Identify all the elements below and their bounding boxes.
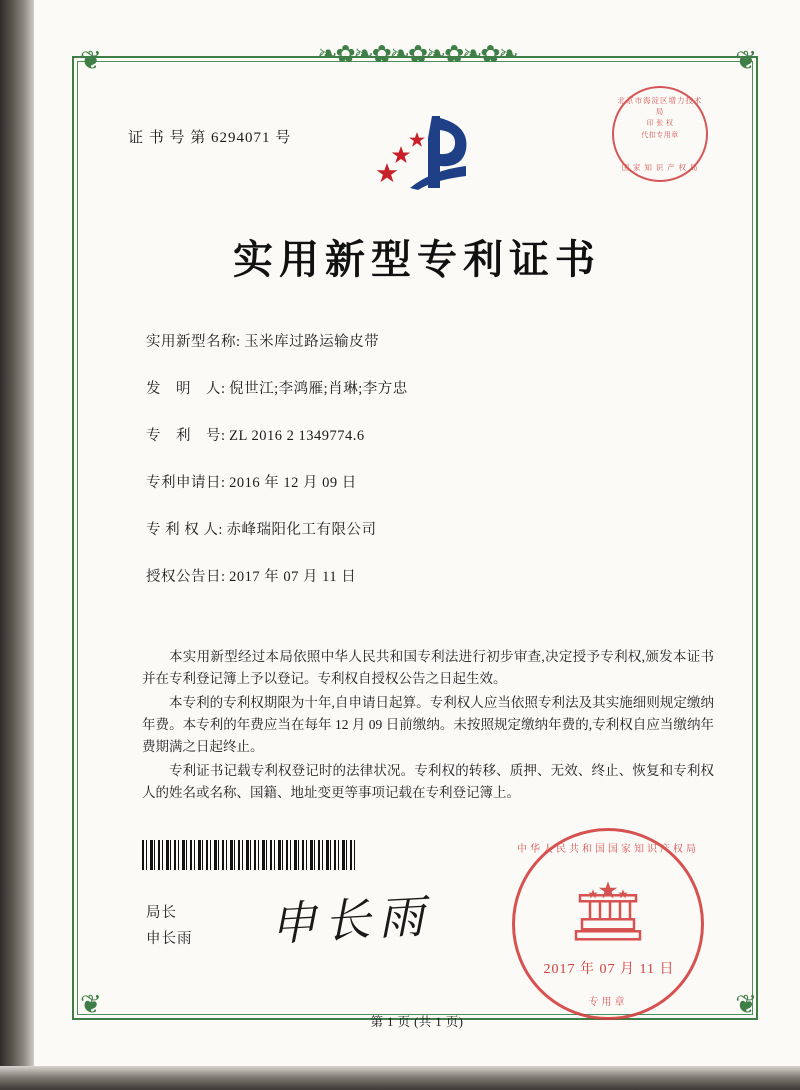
paragraph-2: 本专利的专利权期限为十年,自申请日起算。专利权人应当依照专利法及其实施细则规定缴纳年费。本专利的年费应当在每年 12 月 09 日前缴纳。未按照规定缴纳年费的,专利权自应当缴纳年费期满之日起终止。 — [142, 695, 714, 754]
cnipa-logo-icon — [370, 108, 480, 204]
field-row — [146, 330, 706, 351]
scan-edge-shadow-left — [0, 0, 34, 1090]
field-row — [146, 377, 706, 398]
field-value-inventors: 倪世江;李鸿雁;肖琳;李方忠 — [229, 381, 408, 397]
certificate-number: 证 书 号 第 6294071 号 — [128, 130, 292, 146]
corner-ornament-top-right: ❦ — [735, 46, 754, 75]
national-emblem-icon — [560, 879, 656, 965]
legal-text-block — [142, 646, 714, 806]
field-label-grant-announcement-date: 授权公告日: — [146, 569, 226, 585]
scan-edge-shadow-bottom — [0, 1066, 800, 1090]
page-title: 实用新型专利证书 — [233, 237, 601, 282]
field-value-patent-number: ZL 2016 2 1349774.6 — [229, 428, 365, 444]
field-label-application-date: 专利申请日: — [146, 475, 226, 491]
national-seal-ring-bottom: 专用章 — [588, 997, 628, 1008]
field-row — [146, 565, 706, 586]
field-label-inventors: 发 明 人: — [146, 381, 226, 397]
registration-seal-line-2: 代扣专用章 — [641, 131, 679, 139]
registration-seal-line-1: 印 张 权 — [646, 119, 674, 127]
certificate-fields — [146, 330, 706, 612]
paragraph-1: 本实用新型经过本局依照中华人民共和国专利法进行初步审查,决定授予专利权,颁发本证书并在专利登记簿上予以登记。专利权自授权公告之日起生效。 — [142, 649, 714, 686]
field-value-application-date: 2016 年 12 月 09 日 — [229, 475, 357, 491]
field-row — [146, 424, 706, 445]
paragraph-3: 专利证书记载专利权登记时的法律状况。专利权的转移、质押、无效、终止、恢复和专利权人的姓名或名称、国籍、地址变更等事项记载在专利登记簿上。 — [142, 763, 714, 800]
top-ornament: ❧✿❧✿❧✿❧✿❧✿❧ — [317, 42, 517, 68]
field-value-utility-model-name: 玉米库过路运输皮带 — [244, 334, 380, 350]
field-value-grant-announcement-date: 2017 年 07 月 11 日 — [229, 569, 357, 585]
director-title-label: 局长 — [146, 905, 177, 921]
certificate-paper — [34, 0, 800, 1066]
field-value-patentee: 赤峰瑞阳化工有限公司 — [226, 522, 377, 538]
registration-seal-arc-bottom: 国 家 知 识 产 权 局 — [621, 163, 699, 172]
field-label-utility-model-name: 实用新型名称: — [146, 334, 241, 350]
seal-date: 2017 年 07 月 11 日 — [543, 962, 675, 977]
corner-ornament-top-left: ❦ — [80, 46, 99, 75]
national-seal-ring-top: 中华人民共和国国家知识产权局 — [517, 844, 699, 855]
field-row — [146, 518, 706, 539]
registration-seal-arc-top: 北京市海淀区增力技术局 — [617, 96, 703, 116]
field-label-patent-number: 专 利 号: — [146, 428, 226, 444]
barcode — [142, 840, 358, 870]
page-footer: 第 1 页 (共 1 页) — [370, 1015, 464, 1029]
handwritten-signature: 申长雨 — [268, 890, 434, 951]
registration-seal — [612, 86, 708, 182]
corner-ornament-bottom-left: ❦ — [80, 990, 99, 1019]
field-label-patentee: 专 利 权 人: — [146, 522, 223, 538]
director-name-label: 申长雨 — [146, 931, 193, 947]
field-row — [146, 471, 706, 492]
national-seal — [512, 828, 704, 1020]
signature-labels — [146, 900, 193, 952]
corner-ornament-bottom-right: ❦ — [735, 990, 754, 1019]
